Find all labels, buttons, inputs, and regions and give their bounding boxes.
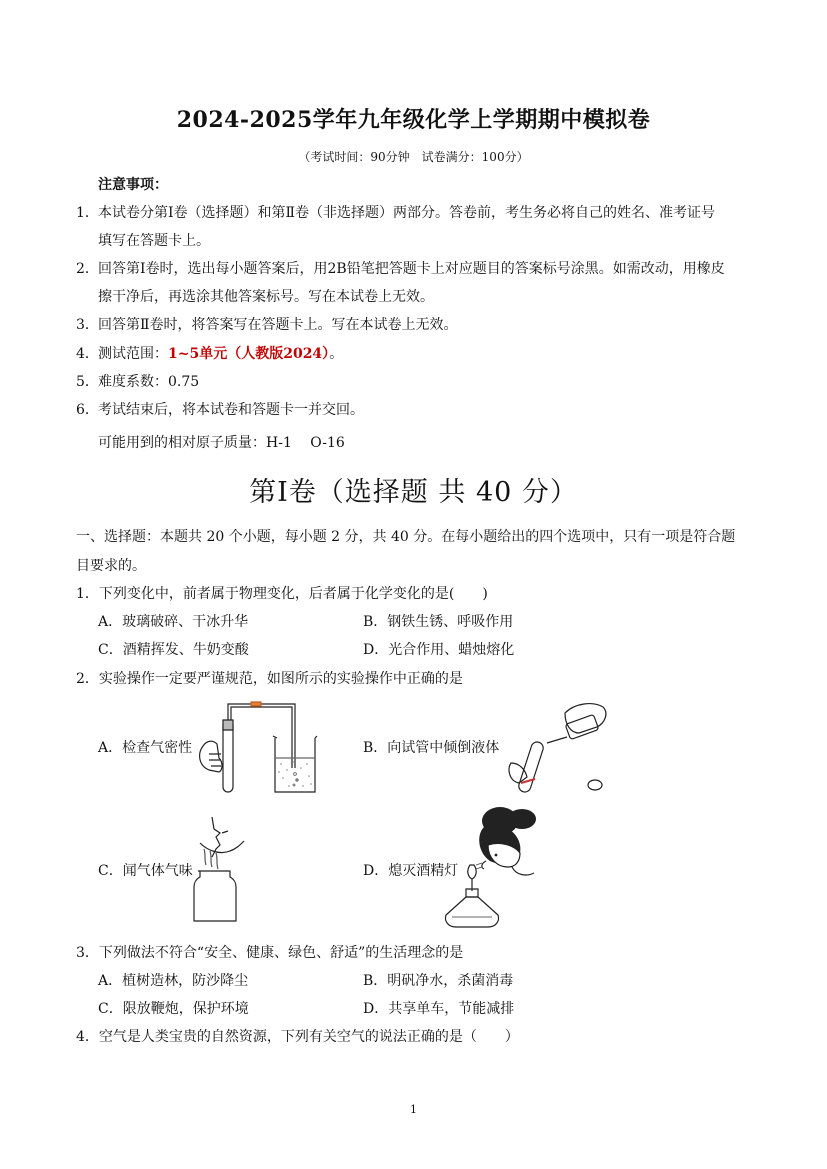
eye	[222, 831, 228, 833]
waving-hand	[200, 841, 244, 853]
q3-option-d: D．共享单车，节能减排	[363, 1001, 515, 1017]
note-5-number: 5．	[76, 374, 99, 390]
q1-option-b: B．钢铁生锈、呼吸作用	[363, 614, 514, 630]
rubber-joint	[251, 702, 261, 706]
q2-option-b: B．向试管中倾倒液体	[363, 740, 500, 756]
note-6-line1: 考试结束后，将本试卷和答题卡一并交回。	[98, 402, 364, 418]
shoulder	[512, 867, 534, 875]
q2-stem: 2．实验操作一定要严谨规范，如图所示的实验操作中正确的是	[76, 671, 463, 687]
note-3-number: 3．	[76, 317, 99, 333]
bottle-cap	[588, 780, 602, 790]
note-4-number: 4．	[76, 346, 99, 362]
q2-option-c: C．闻气体气味	[98, 863, 193, 879]
exam-subtitle: （考试时间：90分钟 试卷满分：100分）	[298, 150, 529, 164]
stopper	[223, 720, 233, 730]
note-1-line1: 本试卷分第Ⅰ卷（选择题）和第Ⅱ卷（非选择题）两部分。答卷前，考生务必将自己的姓名、准考证号	[98, 205, 716, 221]
q3-option-c: C．限放鞭炮，保护环境	[98, 1001, 249, 1017]
puffed-mouth	[482, 861, 486, 869]
note-6-number: 6．	[76, 402, 99, 418]
q2-option-d: D．熄灭酒精灯	[363, 863, 459, 879]
q3-stem: 3．下列做法不符合“安全、健康、绿色、舒适”的生活理念的是	[76, 945, 464, 961]
exam-title: 2024-2025学年九年级化学上学期期中模拟卷	[176, 107, 651, 133]
bubbles	[293, 773, 298, 786]
girl-illustration	[479, 807, 536, 875]
note-3-line1: 回答第Ⅱ卷时，将答案写在答题卡上。写在本试卷上无效。	[98, 317, 458, 333]
hand-holding-tube	[509, 763, 527, 783]
note-2-line1: 回答第Ⅰ卷时，选出每小题答案后，用2B铅笔把答题卡上对应题目的答案标号涂黑。如需改动，用橡皮	[98, 261, 725, 277]
liquid-stream	[547, 737, 567, 743]
extinguish-lamp-figure	[430, 805, 560, 933]
smelling-gas-figure	[190, 815, 250, 925]
q3-option-b: B．明矾净水，杀菌消毒	[363, 973, 514, 989]
page-number: 1	[410, 1103, 417, 1116]
hand-holding-bottle	[565, 704, 606, 733]
atomic-mass-note: 可能用到的相对原子质量：H-1 O-16	[98, 435, 345, 451]
airtightness-check-figure	[193, 700, 323, 796]
test-scope-highlight: 1~5单元（人教版2024）	[168, 346, 330, 362]
note-2-line2: 擦干净后，再选涂其他答案标号。写在本试卷上无效。	[98, 289, 434, 305]
lamp-body	[445, 897, 498, 927]
section-intro-line1: 一、选择题：本题共 20 个小题，每小题 2 分，共 40 分。在每小题给出的四个选项中，只有一项是符合题	[76, 529, 736, 545]
note-2-number: 2．	[76, 261, 99, 277]
hand-outline	[200, 741, 222, 772]
section-intro-line2: 目要求的。	[76, 558, 146, 574]
q2-option-a: A．检查气密性	[98, 740, 193, 756]
q1-stem: 1．下列变化中，前者属于物理变化，后者属于化学变化的是( )	[76, 586, 488, 602]
q1-option-a: A．玻璃破碎、干冰升华	[98, 614, 249, 630]
note-1-number: 1．	[76, 205, 99, 221]
pouring-liquid-figure	[505, 697, 615, 797]
eye	[495, 854, 498, 857]
gas-bottle	[194, 871, 236, 921]
flame	[468, 865, 476, 879]
blow-lines	[476, 863, 482, 869]
section-title: 第Ⅰ卷（选择题 共 40 分）	[249, 477, 578, 508]
reagent-bottle	[565, 714, 599, 739]
alcohol-lamp	[445, 865, 498, 927]
test-scope-suffix: 。	[329, 346, 344, 362]
test-scope-label: 测试范围：	[98, 346, 168, 362]
note-4-line	[98, 344, 343, 364]
q3-option-a: A．植树造林，防沙降尘	[98, 973, 249, 989]
note-5-line1: 难度系数：0.75	[98, 374, 200, 390]
q1-option-c: C．酒精挥发、牛奶变酸	[98, 642, 249, 658]
test-tube-outline	[223, 720, 233, 792]
q4-stem: 4．空气是人类宝贵的自然资源，下列有关空气的说法正确的是（ ）	[76, 1029, 519, 1045]
notes-heading: 注意事项：	[98, 177, 168, 193]
q1-option-d: D．光合作用、蜡烛熔化	[363, 642, 515, 658]
note-1-line2: 填写在答题卡上。	[98, 233, 210, 249]
